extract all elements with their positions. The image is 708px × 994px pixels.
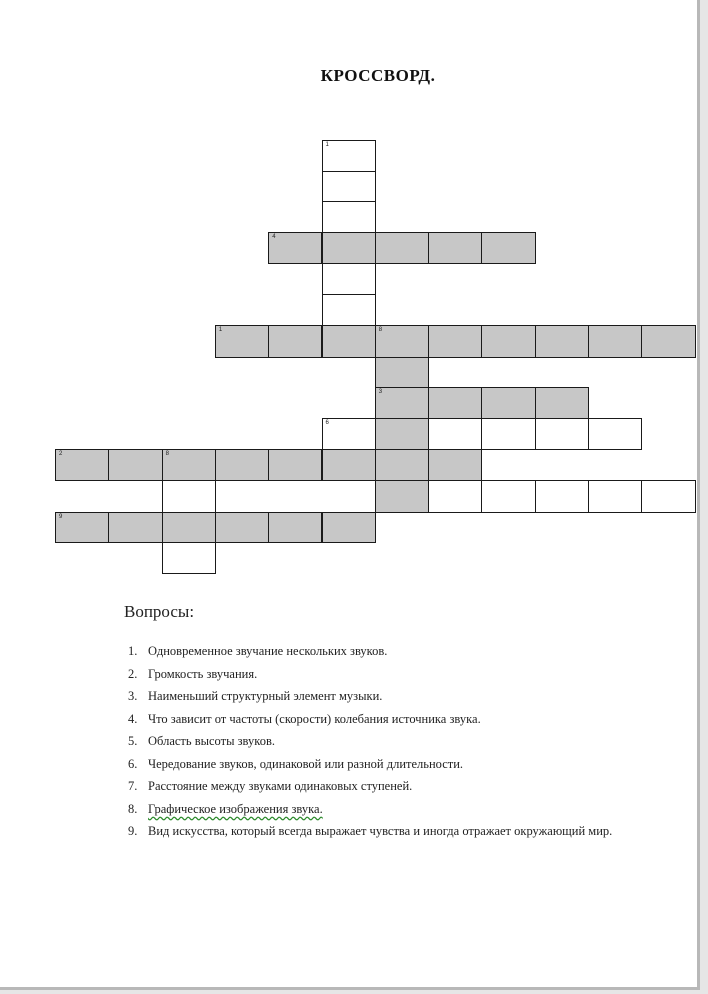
crossword-cell[interactable] [375, 449, 429, 481]
clue-number: 6 [325, 420, 329, 426]
question-item: 4. Что зависит от частоты (скорости) колебания источника звука. [128, 711, 481, 726]
crossword-cell[interactable] [268, 512, 322, 543]
crossword-cell[interactable] [481, 418, 535, 450]
crossword-cell[interactable] [375, 232, 429, 264]
crossword-cell[interactable] [535, 480, 589, 513]
crossword-cell[interactable] [322, 263, 376, 295]
crossword-cell[interactable] [535, 325, 589, 358]
question-item: 9. Вид искусства, который всегда выражает чувства и иногда отражает окружающий мир. [128, 824, 613, 838]
crossword-cell[interactable] [268, 449, 322, 481]
clue-number: 8 [378, 327, 383, 333]
crossword-cell[interactable] [535, 418, 589, 450]
question-item: 1. Одновременное звучание нескольких звуков. [128, 644, 388, 658]
crossword-cell[interactable] [428, 232, 482, 264]
crossword-cell[interactable] [428, 418, 482, 450]
crossword-cell[interactable] [215, 325, 269, 358]
crossword-cell[interactable] [375, 418, 429, 450]
question-item: 7. Расстояние между звуками одинаковых ступеней. [128, 779, 413, 793]
crossword-cell[interactable] [375, 325, 429, 358]
questions-list [124, 640, 664, 843]
crossword-cell[interactable] [108, 449, 162, 481]
questions-heading: Вопросы: [124, 602, 195, 621]
clue-number: 3 [378, 389, 383, 395]
crossword-cell[interactable] [215, 449, 269, 481]
crossword-cell[interactable] [641, 325, 695, 358]
crossword-cell[interactable] [375, 357, 429, 388]
crossword-cell[interactable] [108, 512, 162, 543]
crossword-cell[interactable] [588, 418, 642, 450]
clue-number: 9 [59, 514, 63, 520]
crossword-cell[interactable] [481, 325, 535, 358]
crossword-cell[interactable] [268, 232, 322, 264]
clue-number: 1 [218, 327, 223, 333]
crossword-cell[interactable] [481, 480, 535, 513]
crossword-cell[interactable] [322, 294, 376, 326]
crossword-cell[interactable] [55, 512, 109, 543]
crossword-cell[interactable] [322, 325, 376, 358]
crossword-cell[interactable] [588, 325, 642, 358]
crossword-cell[interactable] [322, 449, 376, 481]
crossword-cell[interactable] [588, 480, 642, 513]
question-item: 2. Громкость звучания. [128, 666, 258, 681]
crossword-cell[interactable] [162, 542, 216, 574]
crossword-cell[interactable] [322, 232, 376, 264]
crossword-cell[interactable] [268, 325, 322, 358]
crossword-cell[interactable] [428, 387, 482, 419]
crossword-cell[interactable] [322, 418, 376, 450]
crossword-cell[interactable] [322, 512, 376, 543]
clue-number: 1 [325, 142, 329, 148]
crossword-cell[interactable] [162, 449, 216, 481]
question-item: 5. Область высоты звуков. [128, 734, 275, 748]
page-title: КРОССВОРД. [320, 66, 436, 85]
crossword-cell[interactable] [322, 201, 376, 233]
crossword-cell[interactable] [55, 449, 109, 481]
question-item: 3. Наименьший структурный элемент музыки. [128, 689, 383, 703]
crossword-cell[interactable] [162, 512, 216, 543]
crossword-cell[interactable] [481, 232, 535, 264]
clue-number: 4 [272, 234, 276, 240]
question-item: 8. Графическое изображения звука. [128, 801, 323, 816]
clue-number: 8 [165, 451, 169, 457]
crossword-cell[interactable] [428, 480, 482, 513]
crossword-cell[interactable] [375, 387, 429, 419]
crossword-cell[interactable] [322, 140, 376, 172]
crossword-cell[interactable] [428, 325, 482, 358]
crossword-cell[interactable] [215, 512, 269, 543]
crossword-cell[interactable] [162, 480, 216, 513]
crossword-cell[interactable] [641, 480, 695, 513]
crossword-cell[interactable] [481, 387, 535, 419]
question-item: 6. Чередование звуков, одинаковой или разной длительности. [128, 756, 464, 771]
clue-number: 2 [59, 451, 63, 457]
crossword-cell[interactable] [375, 480, 429, 513]
crossword-cell[interactable] [535, 387, 589, 419]
crossword-cell[interactable] [322, 171, 376, 202]
crossword-cell[interactable] [428, 449, 482, 481]
